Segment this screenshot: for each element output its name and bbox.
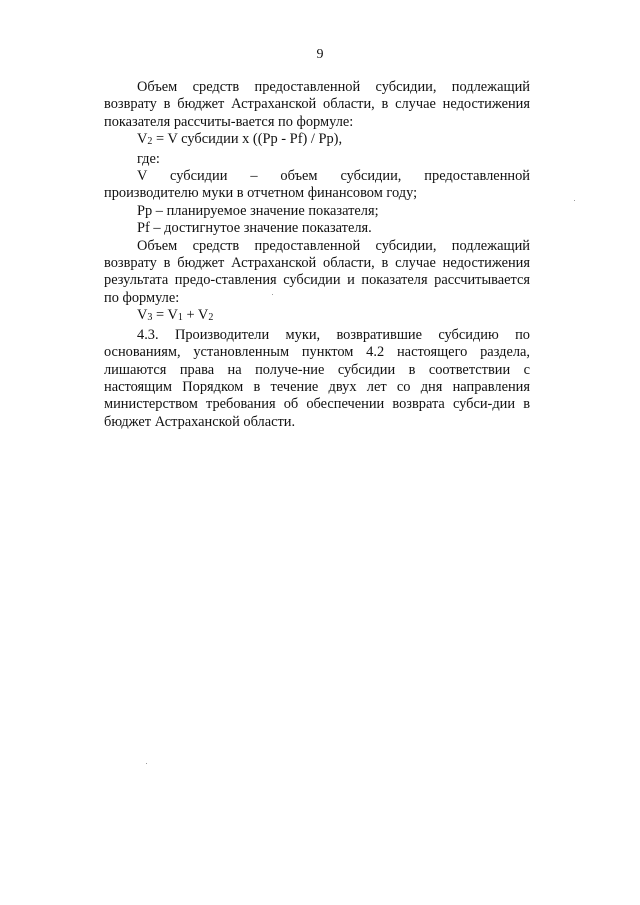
page-number: 9	[316, 47, 324, 62]
scan-speck	[146, 763, 147, 764]
where-label: где:	[137, 150, 160, 167]
document-body	[104, 79, 530, 431]
scan-speck	[574, 200, 575, 201]
definition-v-subsidy: V субсидии – объем субсидии, предоставленной производителю муки в отчетном финансовом году;	[104, 168, 530, 202]
scan-speck	[272, 294, 273, 295]
formula-v2: $V_2 = V$ субсидии x ((Pp - Pf) / Pp),	[137, 131, 343, 148]
paragraph-v3-intro: Объем средств предоставленной субсидии, подлежащий возврату в бюджет Астраханской области, в случае недостижения результата предо-ставления субсидии и показателя рассчитывается по формуле:	[104, 237, 530, 306]
formula-v3: $V_3 = V_1 + V_2$	[137, 307, 214, 324]
definition-pp: Pp – планируемое значение показателя;	[137, 202, 379, 219]
paragraph-4-3: 4.3. Производители муки, возвратившие субсидию по основаниям, установленным пунктом 4.2 настоящего раздела, лишаются права на получе-ние субсидии в соответствии с настоящим Порядком в течение двух лет со дня направления министерством требования об обеспечении возврата субси-дии в бюджет Астраханской области.	[104, 326, 530, 430]
definition-pf: Pf – достигнутое значение показателя.	[137, 220, 372, 237]
paragraph-v2-intro: Объем средств предоставленной субсидии, подлежащий возврату в бюджет Астраханской области, в случае недостижения показателя рассчиты-вается по формуле:	[104, 79, 530, 130]
